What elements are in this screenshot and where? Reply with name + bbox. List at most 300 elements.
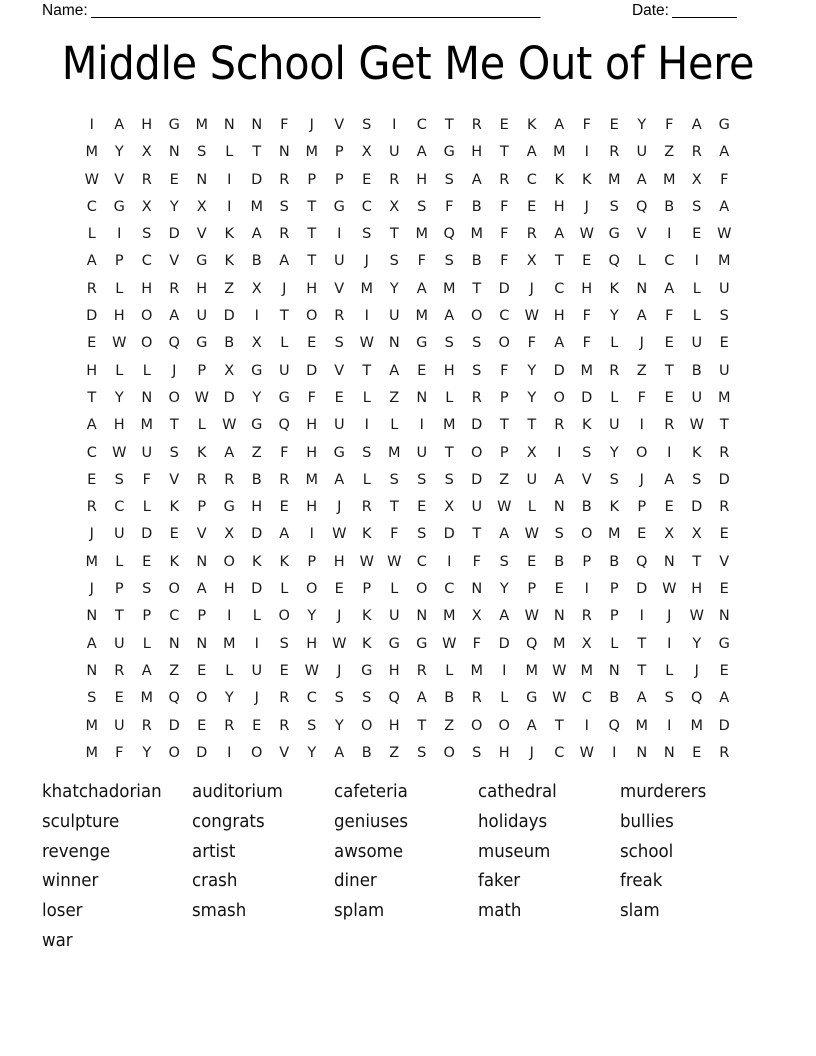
grid-letter[interactable]: W (332, 526, 347, 543)
grid-letter[interactable]: M (305, 144, 318, 161)
grid-letter[interactable]: N (251, 117, 263, 133)
grid-letter[interactable]: V (114, 171, 125, 188)
grid-letter[interactable]: H (306, 280, 318, 297)
grid-letter[interactable]: A (416, 280, 427, 297)
grid-letter[interactable]: R (169, 280, 180, 297)
grid-letter[interactable]: A (224, 444, 235, 461)
grid-letter[interactable]: S (114, 471, 124, 488)
grid-letter[interactable]: O (581, 526, 593, 543)
grid-letter[interactable]: O (168, 581, 180, 598)
grid-letter[interactable]: N (223, 117, 235, 133)
grid-letter[interactable]: C (416, 117, 427, 133)
grid-letter[interactable]: E (719, 526, 729, 543)
grid-letter[interactable]: L (142, 635, 151, 652)
grid-letter[interactable]: S (499, 553, 509, 570)
grid-letter[interactable]: C (306, 690, 317, 707)
grid-letter[interactable]: N (718, 608, 730, 625)
word-list-item[interactable]: auditorium (192, 782, 283, 802)
grid-letter[interactable]: M (552, 635, 566, 652)
grid-letter[interactable]: F (445, 198, 454, 215)
grid-letter[interactable]: R (581, 608, 592, 625)
grid-letter[interactable]: S (417, 526, 427, 543)
word-list-item[interactable]: slam (620, 901, 660, 922)
grid-letter[interactable]: U (251, 662, 263, 679)
grid-letter[interactable]: S (692, 198, 702, 215)
grid-letter[interactable]: S (664, 690, 674, 707)
grid-letter[interactable]: Y (114, 389, 124, 406)
grid-letter[interactable]: A (636, 690, 647, 707)
grid-letter[interactable]: Y (252, 389, 262, 406)
grid-letter[interactable]: H (141, 280, 153, 297)
grid-letter[interactable]: I (117, 226, 122, 243)
grid-letter[interactable]: X (581, 635, 592, 652)
grid-letter[interactable]: C (499, 308, 510, 325)
grid-letter[interactable]: I (337, 226, 342, 243)
grid-letter[interactable]: N (471, 581, 483, 598)
grid-letter[interactable]: U (333, 417, 345, 434)
grid-letter[interactable]: O (498, 335, 510, 352)
grid-letter[interactable]: X (251, 335, 262, 352)
grid-letter[interactable]: I (694, 253, 699, 270)
grid-letter[interactable]: S (444, 171, 454, 188)
grid-letter[interactable]: S (362, 690, 372, 707)
grid-letter[interactable]: L (390, 417, 399, 434)
grid-letter[interactable]: F (500, 226, 509, 243)
grid-letter[interactable]: W (84, 171, 99, 188)
grid-letter[interactable]: R (609, 144, 620, 161)
grid-letter[interactable]: J (694, 662, 699, 679)
grid-letter[interactable]: H (581, 280, 593, 297)
grid-letter[interactable]: F (115, 744, 124, 761)
grid-letter[interactable]: S (692, 471, 702, 488)
grid-letter[interactable]: B (581, 499, 592, 516)
grid-letter[interactable]: P (197, 608, 207, 625)
grid-letter[interactable]: H (553, 198, 565, 215)
grid-letter[interactable]: O (361, 717, 373, 734)
grid-letter[interactable]: T (169, 417, 179, 434)
grid-letter[interactable]: Q (636, 198, 648, 215)
grid-letter[interactable]: S (362, 226, 372, 243)
grid-letter[interactable]: F (390, 526, 399, 543)
grid-letter[interactable]: A (554, 471, 565, 488)
grid-letter[interactable]: D (443, 526, 455, 543)
grid-letter[interactable]: L (637, 253, 646, 270)
grid-letter[interactable]: K (581, 417, 592, 434)
grid-letter[interactable]: H (141, 117, 153, 133)
grid-letter[interactable]: G (718, 117, 730, 133)
grid-letter[interactable]: W (579, 744, 594, 761)
grid-letter[interactable]: N (553, 608, 565, 625)
grid-letter[interactable]: W (359, 335, 374, 352)
grid-letter[interactable]: P (334, 171, 344, 188)
grid-letter[interactable]: N (636, 744, 648, 761)
grid-letter[interactable]: P (197, 362, 207, 379)
grid-letter[interactable]: S (417, 471, 427, 488)
grid-letter[interactable]: K (691, 444, 702, 461)
grid-letter[interactable]: T (719, 417, 729, 434)
grid-letter[interactable]: L (445, 389, 454, 406)
grid-letter[interactable]: T (279, 308, 289, 325)
grid-letter[interactable]: X (251, 280, 262, 297)
grid-letter[interactable]: N (416, 608, 428, 625)
grid-letter[interactable]: H (388, 662, 400, 679)
grid-letter[interactable]: I (584, 581, 589, 598)
grid-letter[interactable]: S (142, 581, 152, 598)
grid-letter[interactable]: H (113, 417, 125, 434)
grid-letter[interactable]: K (251, 553, 262, 570)
grid-letter[interactable]: W (552, 662, 567, 679)
grid-letter[interactable]: F (417, 253, 426, 270)
grid-letter[interactable]: Y (334, 717, 344, 734)
grid-letter[interactable]: O (416, 581, 428, 598)
grid-letter[interactable]: P (609, 608, 619, 625)
grid-letter[interactable]: L (692, 308, 701, 325)
grid-letter[interactable]: A (554, 226, 565, 243)
grid-letter[interactable]: G (223, 499, 235, 516)
grid-letter[interactable]: C (664, 253, 675, 270)
grid-letter[interactable]: J (639, 471, 644, 488)
grid-letter[interactable]: A (279, 526, 290, 543)
grid-letter[interactable]: R (416, 662, 427, 679)
grid-letter[interactable]: T (664, 362, 674, 379)
grid-letter[interactable]: E (279, 662, 289, 679)
grid-letter[interactable]: H (443, 362, 455, 379)
grid-letter[interactable]: D (86, 308, 98, 325)
grid-letter[interactable]: S (279, 635, 289, 652)
grid-letter[interactable]: D (691, 499, 703, 516)
grid-letter[interactable]: S (554, 526, 564, 543)
grid-letter[interactable]: A (334, 471, 345, 488)
grid-letter[interactable]: T (307, 253, 317, 270)
grid-letter[interactable]: S (362, 444, 372, 461)
grid-letter[interactable]: W (524, 526, 539, 543)
grid-letter[interactable]: P (362, 581, 372, 598)
grid-letter[interactable]: M (442, 608, 456, 625)
grid-letter[interactable]: E (307, 335, 317, 352)
grid-letter[interactable]: J (282, 280, 287, 297)
grid-letter[interactable]: H (471, 144, 483, 161)
grid-letter[interactable]: J (89, 526, 94, 543)
grid-letter[interactable]: H (306, 417, 318, 434)
grid-letter[interactable]: D (223, 389, 235, 406)
grid-letter[interactable]: I (254, 635, 259, 652)
grid-letter[interactable]: S (472, 362, 482, 379)
grid-letter[interactable]: K (224, 253, 234, 270)
grid-letter[interactable]: B (361, 744, 372, 761)
grid-letter[interactable]: E (664, 499, 674, 516)
grid-letter[interactable]: T (554, 717, 564, 734)
grid-letter[interactable]: X (141, 198, 152, 215)
grid-letter[interactable]: L (87, 226, 96, 243)
grid-letter[interactable]: U (636, 144, 648, 161)
grid-letter[interactable]: N (663, 744, 675, 761)
grid-letter[interactable]: N (168, 144, 180, 161)
word-list-item[interactable]: faker (478, 871, 521, 892)
grid-letter[interactable]: M (470, 226, 483, 243)
grid-letter[interactable]: L (115, 553, 124, 570)
grid-letter[interactable]: A (196, 581, 207, 598)
grid-letter[interactable]: I (227, 608, 232, 625)
grid-letter[interactable]: K (361, 608, 372, 625)
grid-letter[interactable]: Q (168, 335, 180, 352)
word-list-item[interactable]: holidays (478, 811, 548, 832)
grid-letter[interactable]: B (664, 198, 675, 215)
grid-letter[interactable]: G (196, 335, 208, 352)
word-list-item[interactable]: cathedral (478, 782, 557, 802)
grid-letter[interactable]: N (86, 608, 98, 625)
grid-letter[interactable]: I (667, 635, 672, 652)
grid-letter[interactable]: M (85, 553, 98, 570)
grid-letter[interactable]: J (89, 581, 94, 598)
grid-letter[interactable]: B (554, 553, 565, 570)
grid-letter[interactable]: R (141, 717, 152, 734)
grid-letter[interactable]: U (113, 635, 125, 652)
grid-letter[interactable]: U (141, 444, 153, 461)
grid-letter[interactable]: I (667, 444, 672, 461)
grid-letter[interactable]: H (691, 581, 703, 598)
grid-letter[interactable]: G (278, 389, 290, 406)
grid-letter[interactable]: S (472, 335, 482, 352)
grid-letter[interactable]: V (636, 226, 647, 243)
grid-letter[interactable]: F (527, 335, 536, 352)
grid-letter[interactable]: L (610, 389, 619, 406)
grid-letter[interactable]: A (471, 171, 482, 188)
grid-letter[interactable]: C (361, 198, 372, 215)
grid-letter[interactable]: S (417, 198, 427, 215)
grid-letter[interactable]: E (417, 362, 427, 379)
word-list-item[interactable]: math (478, 901, 522, 922)
grid-letter[interactable]: X (691, 171, 702, 188)
grid-letter[interactable]: A (444, 308, 455, 325)
grid-letter[interactable]: S (169, 444, 179, 461)
grid-letter[interactable]: X (444, 499, 455, 516)
grid-letter[interactable]: A (499, 526, 510, 543)
grid-letter[interactable]: D (168, 226, 180, 243)
grid-letter[interactable]: P (114, 581, 124, 598)
grid-letter[interactable]: F (582, 308, 591, 325)
grid-letter[interactable]: F (307, 389, 316, 406)
grid-letter[interactable]: H (251, 499, 263, 516)
word-list-item[interactable]: crash (192, 871, 238, 892)
grid-letter[interactable]: G (251, 417, 263, 434)
grid-letter[interactable]: S (417, 744, 427, 761)
word-list-item[interactable]: winner (42, 871, 99, 892)
grid-letter[interactable]: L (197, 417, 206, 434)
grid-letter[interactable]: S (362, 117, 372, 133)
grid-letter[interactable]: X (664, 526, 675, 543)
grid-letter[interactable]: O (278, 608, 290, 625)
grid-letter[interactable]: K (526, 117, 537, 133)
grid-letter[interactable]: E (527, 198, 537, 215)
grid-letter[interactable]: V (196, 526, 207, 543)
grid-letter[interactable]: V (334, 362, 345, 379)
grid-letter[interactable]: S (389, 471, 399, 488)
grid-letter[interactable]: Y (224, 690, 234, 707)
grid-letter[interactable]: L (362, 389, 371, 406)
grid-letter[interactable]: L (692, 280, 701, 297)
grid-letter[interactable]: E (664, 389, 674, 406)
word-list-item[interactable]: freak (620, 871, 663, 892)
grid-letter[interactable]: R (471, 690, 482, 707)
grid-letter[interactable]: A (664, 280, 675, 297)
grid-letter[interactable]: T (307, 226, 317, 243)
grid-letter[interactable]: T (417, 717, 427, 734)
grid-letter[interactable]: P (527, 581, 537, 598)
grid-letter[interactable]: P (609, 581, 619, 598)
grid-letter[interactable]: I (392, 117, 397, 133)
grid-letter[interactable]: S (444, 471, 454, 488)
grid-letter[interactable]: Y (692, 635, 702, 652)
grid-letter[interactable]: T (444, 444, 454, 461)
grid-letter[interactable]: L (280, 335, 289, 352)
grid-letter[interactable]: N (196, 553, 208, 570)
grid-letter[interactable]: C (526, 171, 537, 188)
word-list-item[interactable]: museum (478, 841, 551, 862)
grid-letter[interactable]: Q (608, 717, 620, 734)
grid-letter[interactable]: R (471, 389, 482, 406)
grid-letter[interactable]: M (552, 144, 566, 161)
grid-letter[interactable]: U (278, 362, 290, 379)
grid-letter[interactable]: L (280, 581, 289, 598)
grid-letter[interactable]: R (719, 499, 730, 516)
grid-letter[interactable]: Z (389, 389, 400, 406)
grid-letter[interactable]: F (720, 171, 729, 188)
grid-letter[interactable]: D (251, 581, 263, 598)
grid-letter[interactable]: L (115, 362, 124, 379)
grid-letter[interactable]: Z (444, 717, 455, 734)
grid-letter[interactable]: E (169, 526, 179, 543)
word-list-item[interactable]: congrats (192, 811, 265, 832)
grid-letter[interactable]: H (196, 280, 208, 297)
grid-letter[interactable]: S (334, 690, 344, 707)
grid-letter[interactable]: E (637, 526, 647, 543)
grid-letter[interactable]: R (664, 417, 675, 434)
grid-letter[interactable]: A (719, 144, 730, 161)
grid-letter[interactable]: H (498, 744, 510, 761)
grid-letter[interactable]: V (719, 553, 730, 570)
grid-letter[interactable]: R (114, 662, 125, 679)
grid-letter[interactable]: H (333, 553, 345, 570)
grid-letter[interactable]: J (337, 499, 342, 516)
grid-letter[interactable]: Y (169, 198, 179, 215)
grid-letter[interactable]: Y (307, 608, 317, 625)
grid-letter[interactable]: W (524, 308, 539, 325)
grid-letter[interactable]: J (254, 690, 259, 707)
grid-letter[interactable]: U (691, 335, 703, 352)
grid-letter[interactable]: T (362, 362, 372, 379)
grid-letter[interactable]: I (364, 417, 369, 434)
grid-letter[interactable]: E (334, 581, 344, 598)
grid-letter[interactable]: V (334, 117, 345, 133)
grid-letter[interactable]: S (87, 690, 97, 707)
grid-letter[interactable]: D (141, 526, 153, 543)
grid-letter[interactable]: R (279, 171, 290, 188)
grid-letter[interactable]: A (279, 253, 290, 270)
grid-letter[interactable]: G (333, 444, 345, 461)
grid-letter[interactable]: U (388, 608, 400, 625)
grid-letter[interactable]: E (169, 171, 179, 188)
grid-letter[interactable]: K (361, 635, 372, 652)
grid-letter[interactable]: O (223, 553, 235, 570)
word-list-item[interactable]: school (620, 841, 674, 862)
grid-letter[interactable]: E (719, 662, 729, 679)
grid-letter[interactable]: I (227, 744, 232, 761)
grid-letter[interactable]: Y (527, 362, 537, 379)
grid-letter[interactable]: D (223, 308, 235, 325)
grid-letter[interactable]: G (196, 253, 208, 270)
grid-letter[interactable]: A (114, 117, 125, 133)
grid-letter[interactable]: M (195, 117, 208, 133)
grid-letter[interactable]: X (141, 144, 152, 161)
grid-letter[interactable]: O (196, 690, 208, 707)
grid-letter[interactable]: S (142, 226, 152, 243)
grid-letter[interactable]: M (222, 635, 236, 652)
grid-letter[interactable]: R (196, 471, 207, 488)
grid-letter[interactable]: T (444, 117, 454, 133)
grid-letter[interactable]: Y (609, 444, 619, 461)
grid-letter[interactable]: L (142, 362, 151, 379)
grid-letter[interactable]: Q (636, 553, 648, 570)
grid-letter[interactable]: J (639, 335, 644, 352)
word-list-item[interactable]: murderers (620, 782, 707, 802)
grid-letter[interactable]: K (196, 444, 207, 461)
grid-letter[interactable]: V (196, 226, 207, 243)
grid-letter[interactable]: M (470, 662, 483, 679)
grid-letter[interactable]: O (168, 744, 180, 761)
grid-letter[interactable]: L (500, 690, 509, 707)
grid-letter[interactable]: Z (169, 662, 180, 679)
grid-letter[interactable]: P (637, 499, 647, 516)
grid-letter[interactable]: Y (637, 117, 647, 133)
grid-letter[interactable]: M (717, 253, 731, 270)
grid-letter[interactable]: D (581, 389, 593, 406)
grid-letter[interactable]: V (169, 471, 180, 488)
grid-letter[interactable]: E (609, 117, 619, 133)
grid-letter[interactable]: S (334, 335, 344, 352)
grid-letter[interactable]: E (499, 117, 509, 133)
grid-letter[interactable]: R (334, 308, 345, 325)
grid-letter[interactable]: S (472, 744, 482, 761)
grid-letter[interactable]: D (168, 717, 180, 734)
grid-letter[interactable]: K (581, 171, 592, 188)
grid-letter[interactable]: R (279, 471, 290, 488)
word-list-item[interactable]: sculpture (42, 811, 120, 832)
word-list-item[interactable]: revenge (42, 841, 111, 862)
grid-letter[interactable]: G (416, 635, 428, 652)
grid-letter[interactable]: K (224, 226, 234, 243)
grid-letter[interactable]: S (197, 144, 207, 161)
grid-letter[interactable]: P (499, 444, 509, 461)
grid-letter[interactable]: M (690, 717, 703, 734)
grid-letter[interactable]: M (85, 144, 98, 161)
grid-letter[interactable]: G (718, 635, 730, 652)
grid-letter[interactable]: N (553, 499, 565, 516)
grid-letter[interactable]: G (251, 362, 263, 379)
grid-letter[interactable]: Z (389, 744, 400, 761)
grid-letter[interactable]: W (387, 553, 402, 570)
grid-letter[interactable]: X (526, 253, 537, 270)
grid-letter[interactable]: E (87, 335, 97, 352)
grid-letter[interactable]: Z (636, 362, 647, 379)
grid-letter[interactable]: L (225, 144, 234, 161)
grid-letter[interactable]: E (197, 662, 207, 679)
grid-letter[interactable]: F (500, 253, 509, 270)
name-write-line[interactable]: ________________________________________________________ (90, 2, 540, 19)
grid-letter[interactable]: M (250, 198, 263, 215)
grid-letter[interactable]: B (609, 553, 620, 570)
grid-letter[interactable]: M (635, 717, 648, 734)
grid-letter[interactable]: O (471, 308, 483, 325)
